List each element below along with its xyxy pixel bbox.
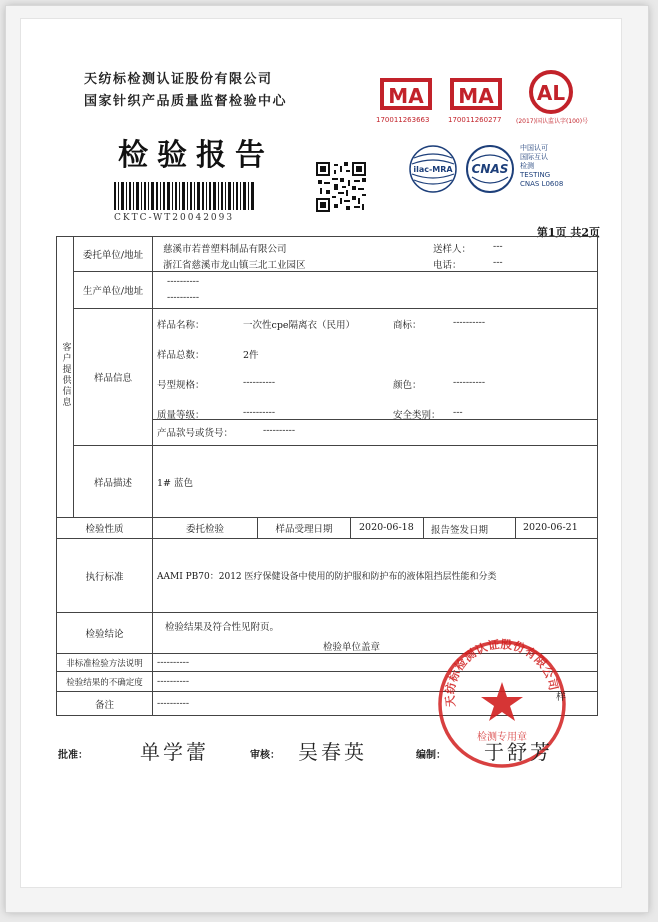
sender-value: --- xyxy=(493,241,503,252)
review-signature: 吴春英 xyxy=(298,740,367,764)
dates-cell xyxy=(351,518,598,539)
safety-label: 安全类别： xyxy=(393,410,441,421)
desc-value: 1# 蓝色 xyxy=(153,446,598,518)
model-label: 号型规格： xyxy=(157,380,205,391)
cma-logo-icon xyxy=(446,76,506,116)
producer-label: 生产单位/地址 xyxy=(74,272,153,309)
page-number: 第1页 共2页 xyxy=(536,226,600,239)
cnas-line: CNAS L0608 xyxy=(520,180,564,188)
cnas-line: 检测 xyxy=(520,162,534,170)
svg-text:MA: MA xyxy=(458,84,494,108)
quantity-value: 2件 xyxy=(243,350,259,361)
review-label: 审核： xyxy=(250,750,280,761)
cnas-logo-icon xyxy=(464,144,516,194)
remark-value: ---------- xyxy=(153,692,598,716)
cal-logo-icon xyxy=(526,68,576,116)
sender-label: 送样人： xyxy=(433,244,472,255)
issue-label: 报告签发日期 xyxy=(431,525,489,536)
stamp-note: 检验单位盖章 xyxy=(323,642,381,653)
color-value: ---------- xyxy=(453,377,486,388)
receipt-label: 样品受理日期 xyxy=(258,518,351,539)
cma-number-1: 170011263663 xyxy=(376,116,430,124)
qr-code-icon xyxy=(316,162,366,212)
sample-info-cell xyxy=(153,309,598,446)
report-title: 检验报告 xyxy=(118,138,274,173)
sample-name-value: 一次性cpe隔离衣（民用） xyxy=(243,320,356,331)
standard-label: 执行标准 xyxy=(57,539,153,613)
cnas-text: CNAS xyxy=(471,162,509,176)
phone-label: 电话： xyxy=(433,260,462,271)
cma-logo-icon xyxy=(376,76,436,116)
quantity-label: 样品总数： xyxy=(157,350,205,361)
barcode-icon xyxy=(114,182,254,210)
nonstd-label: 非标准检验方法说明 xyxy=(57,654,153,672)
color-label: 颜色： xyxy=(393,380,422,391)
grade-value: ---------- xyxy=(243,407,276,418)
nature-value: 委托检验 xyxy=(153,518,258,539)
phone-value: --- xyxy=(493,257,503,268)
seal-ring-text: 天纺标检测认证股份有限公司 xyxy=(442,636,561,708)
approve-label: 批准： xyxy=(58,750,88,761)
cnas-line: 国际互认 xyxy=(520,153,548,161)
cnas-details xyxy=(520,144,563,189)
report-page xyxy=(20,18,622,888)
cma-number-2: 170011260277 xyxy=(448,116,502,124)
ilac-mra-text: ilac-MRA xyxy=(413,165,453,174)
client-label: 委托单位/地址 xyxy=(74,237,153,272)
org-name-line2: 国家针织产品质量监督检验中心 xyxy=(84,94,288,109)
side-label: 客户提供信息 xyxy=(60,342,71,408)
trademark-label: 商标： xyxy=(393,320,422,331)
desc-label: 样品描述 xyxy=(74,446,153,518)
ilac-mra-logo-icon xyxy=(408,144,458,194)
seal-bottom-text: 检测专用章 xyxy=(477,732,527,743)
client-cell xyxy=(153,237,598,272)
nonstd-value: ---------- xyxy=(153,654,598,672)
stamp-side-char: 样 xyxy=(556,692,566,703)
article-label: 产品款号或货号： xyxy=(157,428,234,439)
article-value: ---------- xyxy=(263,425,296,436)
compile-label: 编制： xyxy=(416,750,446,761)
issue-date: 2020-06-21 xyxy=(523,522,578,533)
cnas-line: 中国认可 xyxy=(520,144,548,152)
producer-cell xyxy=(153,272,598,309)
client-address: 浙江省慈溪市龙山镇三北工业园区 xyxy=(163,260,306,271)
safety-value: --- xyxy=(453,407,463,418)
sample-name-label: 样品名称： xyxy=(157,320,205,331)
trademark-value: ---------- xyxy=(453,317,486,328)
compile-signature: 于舒芳 xyxy=(484,740,553,764)
svg-text:MA: MA xyxy=(388,84,424,108)
uncertainty-label: 检验结果的不确定度 xyxy=(57,672,153,692)
standard-value: AAMI PB70：2012 医疗保健设备中使用的防护服和防护布的液体阻挡层性能和分类 xyxy=(153,539,598,613)
side-label-cell xyxy=(57,237,74,518)
uncertainty-value: ---------- xyxy=(153,672,598,692)
grade-label: 质量等级： xyxy=(157,410,205,421)
remark-label: 备注 xyxy=(57,692,153,716)
cnas-line: TESTING xyxy=(520,171,551,179)
producer-line2: ---------- xyxy=(167,292,200,303)
nature-label: 检验性质 xyxy=(57,518,153,539)
cal-number: (2017)国认监认字(100)号 xyxy=(516,118,589,125)
model-value: ---------- xyxy=(243,377,276,388)
receipt-date: 2020-06-18 xyxy=(359,522,414,533)
report-number: CKTC-WT20042093 xyxy=(114,213,235,223)
producer-line1: ---------- xyxy=(167,276,200,287)
sample-info-label: 样品信息 xyxy=(74,309,153,446)
approve-signature: 单学蕾 xyxy=(140,740,209,764)
svg-text:AL: AL xyxy=(536,81,566,105)
org-name-line1: 天纺标检测认证股份有限公司 xyxy=(84,72,273,87)
conclusion-label: 检验结论 xyxy=(57,613,153,654)
conclusion-value: 检验结果及符合性见附页。 xyxy=(165,622,280,633)
client-name: 慈溪市若普塑料制品有限公司 xyxy=(163,244,287,255)
